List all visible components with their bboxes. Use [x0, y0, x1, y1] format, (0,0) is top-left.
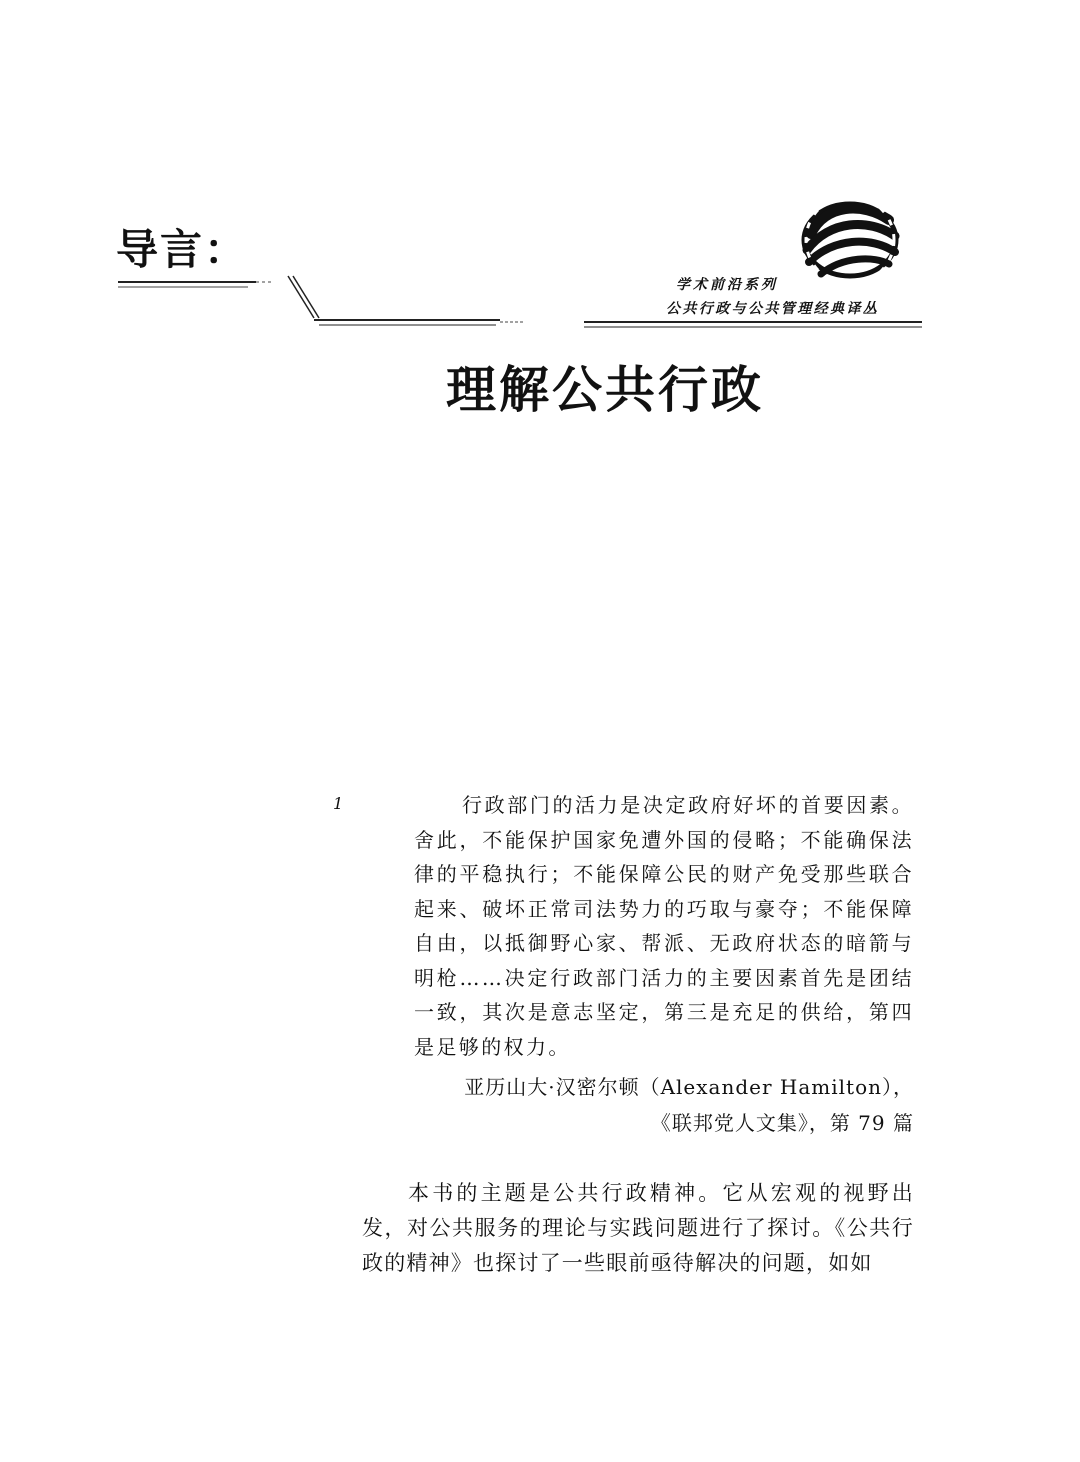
- intro-label: 导言：: [116, 225, 249, 274]
- epigraph-number: 1: [333, 794, 344, 813]
- series-subtitle: 公共行政与公共管理经典译丛: [666, 301, 880, 317]
- epigraph-text: 行政部门的活力是决定政府好坏的首要因素。舍此，不能保护国家免遭外国的侵略；不能确保法律的平稳执行；不能保障公民的财产免受那些联合起来、破坏正常司法势力的巧取与豪夺；不能保障自由，以抵御野心家、帮派、无政府状态的暗箭与明枪……决定行政部门活力的主要因素首先是团结一致，其次是意志坚定，第三是充足的供给，第四是足够的权力。: [414, 793, 914, 1059]
- body-paragraph: 本书的主题是公共行政精神。它从宏观的视野出发，对公共服务的理论与实践问题进行了探讨。《公共行政的精神》也探讨了一些眼前亟待解决的问题，如如: [362, 1181, 914, 1275]
- series-logo-icon: [797, 198, 903, 282]
- header-rule-lines: [0, 270, 1080, 334]
- epigraph-source: 《联邦党人文集》，第 79 篇: [650, 1111, 914, 1135]
- epigraph-author: 亚历山大·汉密尔顿（Alexander Hamilton），: [464, 1075, 914, 1099]
- chapter-title: 理解公共行政: [446, 361, 764, 419]
- series-name: 学术前沿系列: [676, 277, 778, 293]
